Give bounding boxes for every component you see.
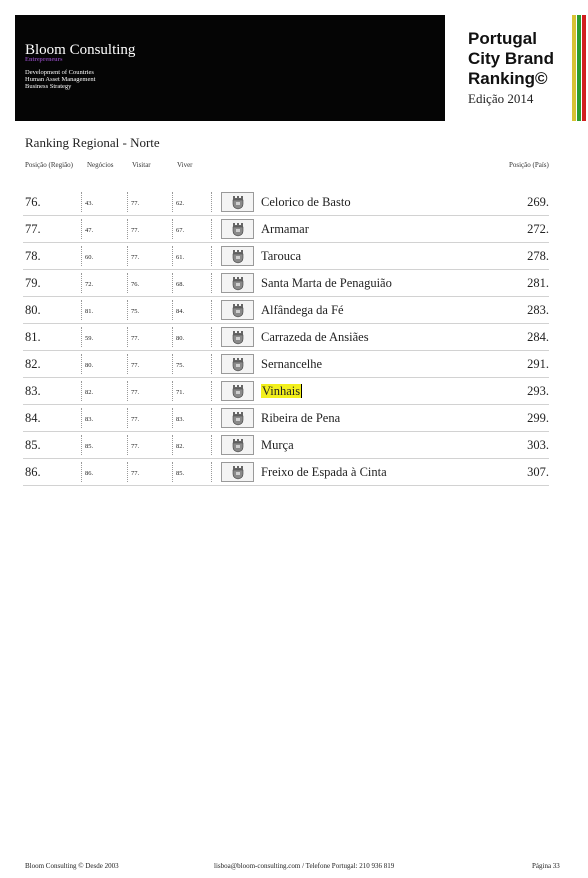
coat-of-arms-icon (221, 327, 254, 347)
table-row (23, 216, 549, 243)
negocios-value: 80. (85, 362, 94, 369)
regional-rank: 84. (25, 411, 41, 425)
city-name (261, 324, 369, 350)
visitar-value: 77. (131, 335, 140, 342)
country-rank: 283. (527, 303, 549, 317)
edition-label: Edição 2014 (468, 91, 534, 106)
title-line: City Brand (468, 49, 554, 68)
negocios-value: 86. (85, 470, 94, 477)
viver-value: 80. (176, 335, 185, 342)
country-rank: 281. (527, 276, 549, 290)
city-name (261, 297, 344, 323)
city-name-text: Tarouca (261, 249, 302, 263)
negocios-value: 59. (85, 335, 94, 342)
negocios-value: 60. (85, 254, 94, 261)
ranking-table (23, 189, 549, 486)
visitar-value: 77. (131, 416, 140, 423)
viver-value: 67. (176, 227, 185, 234)
city-name-text: Ribeira de Pena (261, 411, 341, 425)
country-rank: 291. (527, 357, 549, 371)
negocios-value: 43. (85, 200, 94, 207)
visitar-value: 77. (131, 443, 140, 450)
brand-service-line: Development of Countries (25, 69, 94, 76)
table-row (23, 459, 549, 486)
city-name (261, 189, 351, 215)
table-row (23, 324, 549, 351)
regional-rank: 78. (25, 249, 41, 263)
city-name-text: Alfândega da Fé (261, 303, 344, 317)
title-line: Portugal (468, 29, 537, 48)
regional-rank: 86. (25, 465, 41, 479)
report-title (468, 29, 568, 107)
column-header-country: Posição (País) (509, 161, 549, 169)
section-title: Ranking Regional - Norte (25, 135, 160, 150)
table-row (23, 189, 549, 216)
negocios-value: 83. (85, 416, 94, 423)
brand-name: Bloom Consulting (25, 42, 136, 58)
footer-page-number: Página 33 (532, 862, 560, 870)
country-rank: 299. (527, 411, 549, 425)
table-row (23, 432, 549, 459)
viver-value: 61. (176, 254, 185, 261)
table-row (23, 270, 549, 297)
coat-of-arms-icon (221, 246, 254, 266)
column-header-visitar: Visitar (132, 161, 151, 169)
header-banner (15, 15, 445, 121)
footer-contact: lisboa@bloom-consulting.com / Telefone Portugal: 210 936 819 (214, 862, 395, 870)
coat-of-arms-icon (221, 381, 254, 401)
viver-value: 82. (176, 443, 185, 450)
city-name-text: Armamar (261, 222, 309, 236)
coat-of-arms-icon (221, 354, 254, 374)
regional-rank: 81. (25, 330, 41, 344)
negocios-value: 85. (85, 443, 94, 450)
regional-rank: 83. (25, 384, 41, 398)
city-name (261, 405, 340, 431)
country-rank: 269. (527, 195, 549, 209)
city-name-text: Celorico de Basto (261, 195, 351, 209)
stripe-red (582, 15, 586, 121)
negocios-value: 72. (85, 281, 94, 288)
column-header-negocios: Negócios (87, 161, 114, 169)
coat-of-arms-icon (221, 462, 254, 482)
regional-rank: 85. (25, 438, 41, 452)
country-rank: 284. (527, 330, 549, 344)
coat-of-arms-icon (221, 219, 254, 239)
brand-service-line: Human Asset Management (25, 76, 96, 83)
table-row (23, 405, 549, 432)
city-name-text: Sernancelhe (261, 357, 323, 371)
viver-value: 62. (176, 200, 185, 207)
regional-rank: 76. (25, 195, 41, 209)
city-name (261, 432, 294, 458)
coat-of-arms-icon (221, 300, 254, 320)
city-name (261, 459, 387, 485)
viver-value: 83. (176, 416, 185, 423)
coat-of-arms-icon (221, 435, 254, 455)
viver-value: 75. (176, 362, 185, 369)
viver-value: 68. (176, 281, 185, 288)
negocios-value: 47. (85, 227, 94, 234)
country-rank: 307. (527, 465, 549, 479)
coat-of-arms-icon (221, 273, 254, 293)
brand-tagline: Entrepreneurs (25, 57, 63, 63)
city-name-text: Santa Marta de Penaguião (261, 276, 392, 290)
flag-stripes (572, 15, 586, 121)
visitar-value: 77. (131, 254, 140, 261)
table-row (23, 297, 549, 324)
visitar-value: 77. (131, 362, 140, 369)
city-name (261, 351, 322, 377)
table-row (23, 351, 549, 378)
viver-value: 71. (176, 389, 185, 396)
brand-service-line: Business Strategy (25, 83, 72, 90)
regional-rank: 79. (25, 276, 41, 290)
visitar-value: 77. (131, 200, 140, 207)
footer-copyright: Bloom Consulting © Desde 2003 (25, 862, 119, 870)
highlighted-city: Vinhais (262, 384, 301, 398)
visitar-value: 77. (131, 227, 140, 234)
column-header-regional: Posição (Região) (25, 161, 74, 169)
negocios-value: 82. (85, 389, 94, 396)
table-row (23, 243, 549, 270)
visitar-value: 77. (131, 470, 140, 477)
city-name (261, 270, 392, 296)
negocios-value: 81. (85, 308, 94, 315)
viver-value: 85. (176, 470, 185, 477)
viver-value: 84. (176, 308, 185, 315)
city-name-text: Carrazeda de Ansiães (261, 330, 369, 344)
country-rank: 272. (527, 222, 549, 236)
brand-services (25, 69, 95, 90)
country-rank: 278. (527, 249, 549, 263)
visitar-value: 76. (131, 281, 140, 288)
city-name (261, 378, 302, 404)
city-name-text: Murça (261, 438, 294, 452)
table-row (23, 378, 549, 405)
coat-of-arms-icon (221, 192, 254, 212)
column-header-viver: Viver (177, 161, 193, 169)
country-rank: 293. (527, 384, 549, 398)
regional-rank: 80. (25, 303, 41, 317)
city-name (261, 243, 301, 269)
city-name-text: Freixo de Espada à Cinta (261, 465, 387, 479)
regional-rank: 82. (25, 357, 41, 371)
city-name (261, 216, 309, 242)
coat-of-arms-icon (221, 408, 254, 428)
country-rank: 303. (527, 438, 549, 452)
title-line: Ranking© (468, 69, 548, 88)
visitar-value: 75. (131, 308, 140, 315)
visitar-value: 77. (131, 389, 140, 396)
regional-rank: 77. (25, 222, 41, 236)
